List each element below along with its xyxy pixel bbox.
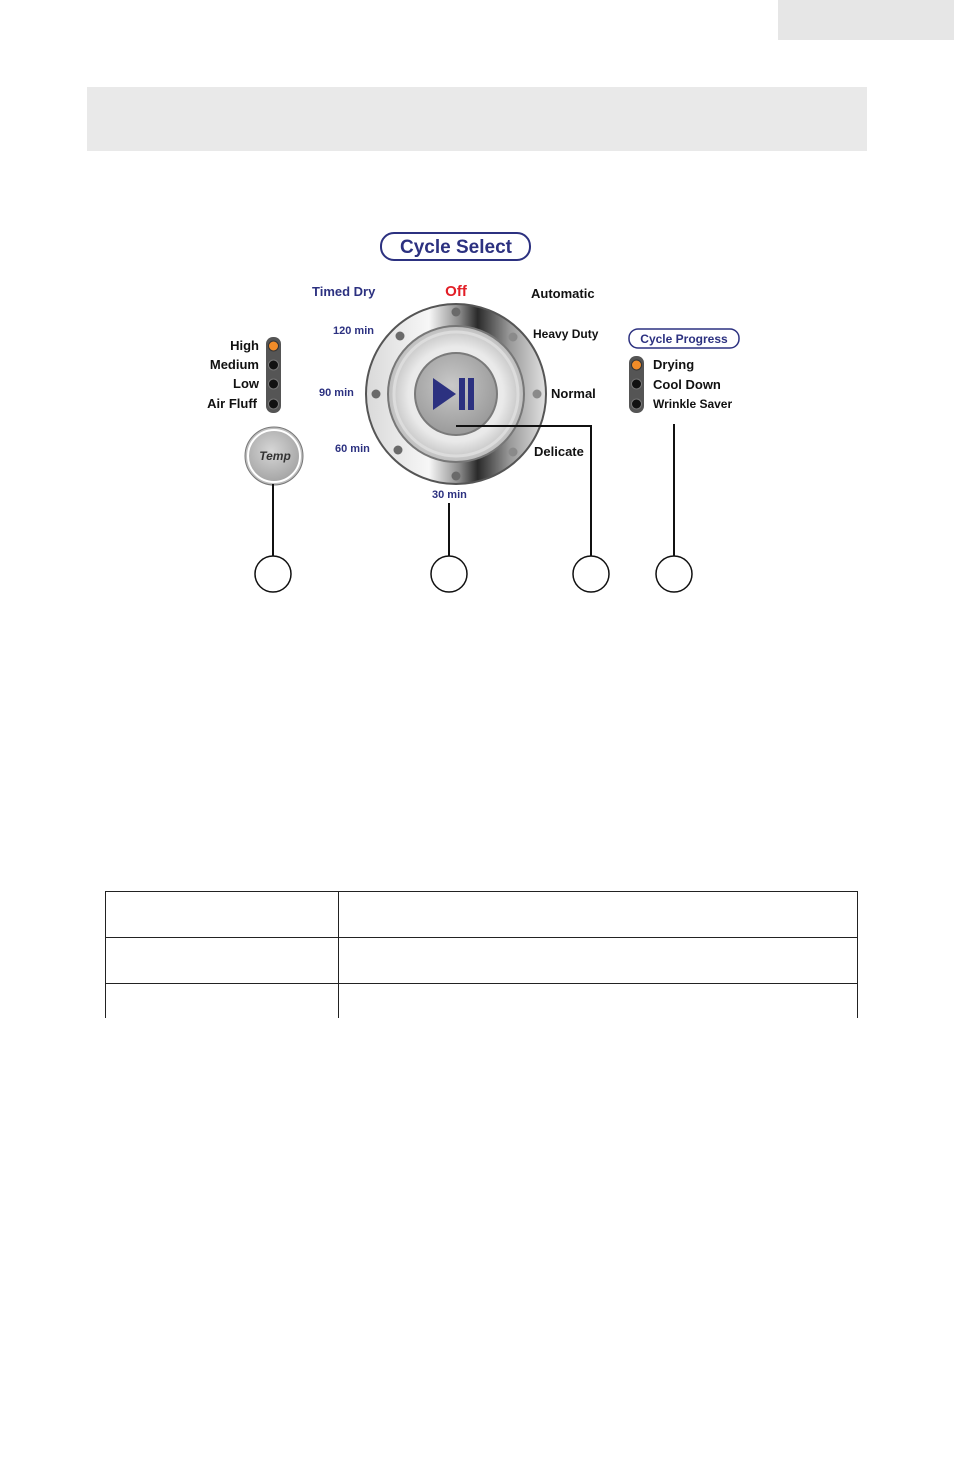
- dial-position-60-min: 60 min: [335, 443, 370, 455]
- progress-led-cool-down: [632, 379, 642, 389]
- callout-circle-3: [573, 556, 609, 592]
- callout-circle-4: [656, 556, 692, 592]
- cycle-select-label: [381, 233, 530, 260]
- dial-position-delicate: Delicate: [534, 444, 584, 459]
- progress-stage-cool-down: Cool Down: [653, 377, 721, 392]
- dial-position-90-min: 90 min: [319, 387, 354, 399]
- table-row: [106, 892, 858, 938]
- progress-stage-wrinkle-saver: Wrinkle Saver: [653, 397, 733, 411]
- dial-dot-120: [396, 332, 405, 341]
- dial-dot-normal: [533, 390, 542, 399]
- temp-option-air-fluff: Air Fluff: [207, 396, 257, 411]
- table-cell: [106, 892, 339, 938]
- table-cell: [106, 984, 339, 1019]
- progress-led-wrinkle-saver: [632, 399, 642, 409]
- temp-option-high: High: [230, 338, 259, 353]
- dial-dot-30: [452, 472, 461, 481]
- dial-dot-60: [394, 446, 403, 455]
- dial-position-120-min: 120 min: [333, 325, 374, 337]
- progress-indicator-group: [629, 356, 644, 413]
- temp-led-medium: [269, 360, 279, 370]
- dial-dot-off: [452, 308, 461, 317]
- temp-indicator-group: [266, 337, 281, 413]
- dial-position-heavy-duty: Heavy Duty: [533, 327, 599, 341]
- callout-circle-2: [431, 556, 467, 592]
- table-row: [106, 938, 858, 984]
- control-panel-diagram: [0, 0, 954, 620]
- temp-led-low: [269, 379, 279, 389]
- dial-position-normal: Normal: [551, 386, 596, 401]
- table-row: [106, 984, 858, 1019]
- timed-dry-label: Timed Dry: [312, 284, 376, 299]
- cycle-progress-title: Cycle Progress: [640, 332, 728, 346]
- temp-button[interactable]: [245, 427, 303, 485]
- dial-dot-heavy-duty: [509, 333, 518, 342]
- cycle-select-title: Cycle Select: [400, 237, 512, 258]
- table-cell: [339, 938, 858, 984]
- dial-dot-90: [372, 390, 381, 399]
- temp-option-low: Low: [233, 376, 259, 391]
- temp-option-medium: Medium: [209, 357, 259, 372]
- progress-led-drying: [632, 360, 642, 370]
- description-table: [105, 891, 858, 1018]
- start-pause-button[interactable]: [415, 353, 497, 435]
- dial-position-30-min: 30 min: [432, 489, 467, 501]
- callout-circle-1: [255, 556, 291, 592]
- cycle-progress-label: [629, 329, 739, 348]
- off-label: Off: [445, 283, 467, 300]
- table-cell: [339, 984, 858, 1019]
- dial-dot-delicate: [509, 448, 518, 457]
- temp-led-high: [269, 341, 279, 351]
- automatic-label: Automatic: [531, 286, 595, 301]
- temp-led-air-fluff: [269, 399, 279, 409]
- table-cell: [106, 938, 339, 984]
- table-cell: [339, 892, 858, 938]
- temp-button-label: Temp: [259, 449, 291, 463]
- progress-stage-drying: Drying: [653, 357, 695, 372]
